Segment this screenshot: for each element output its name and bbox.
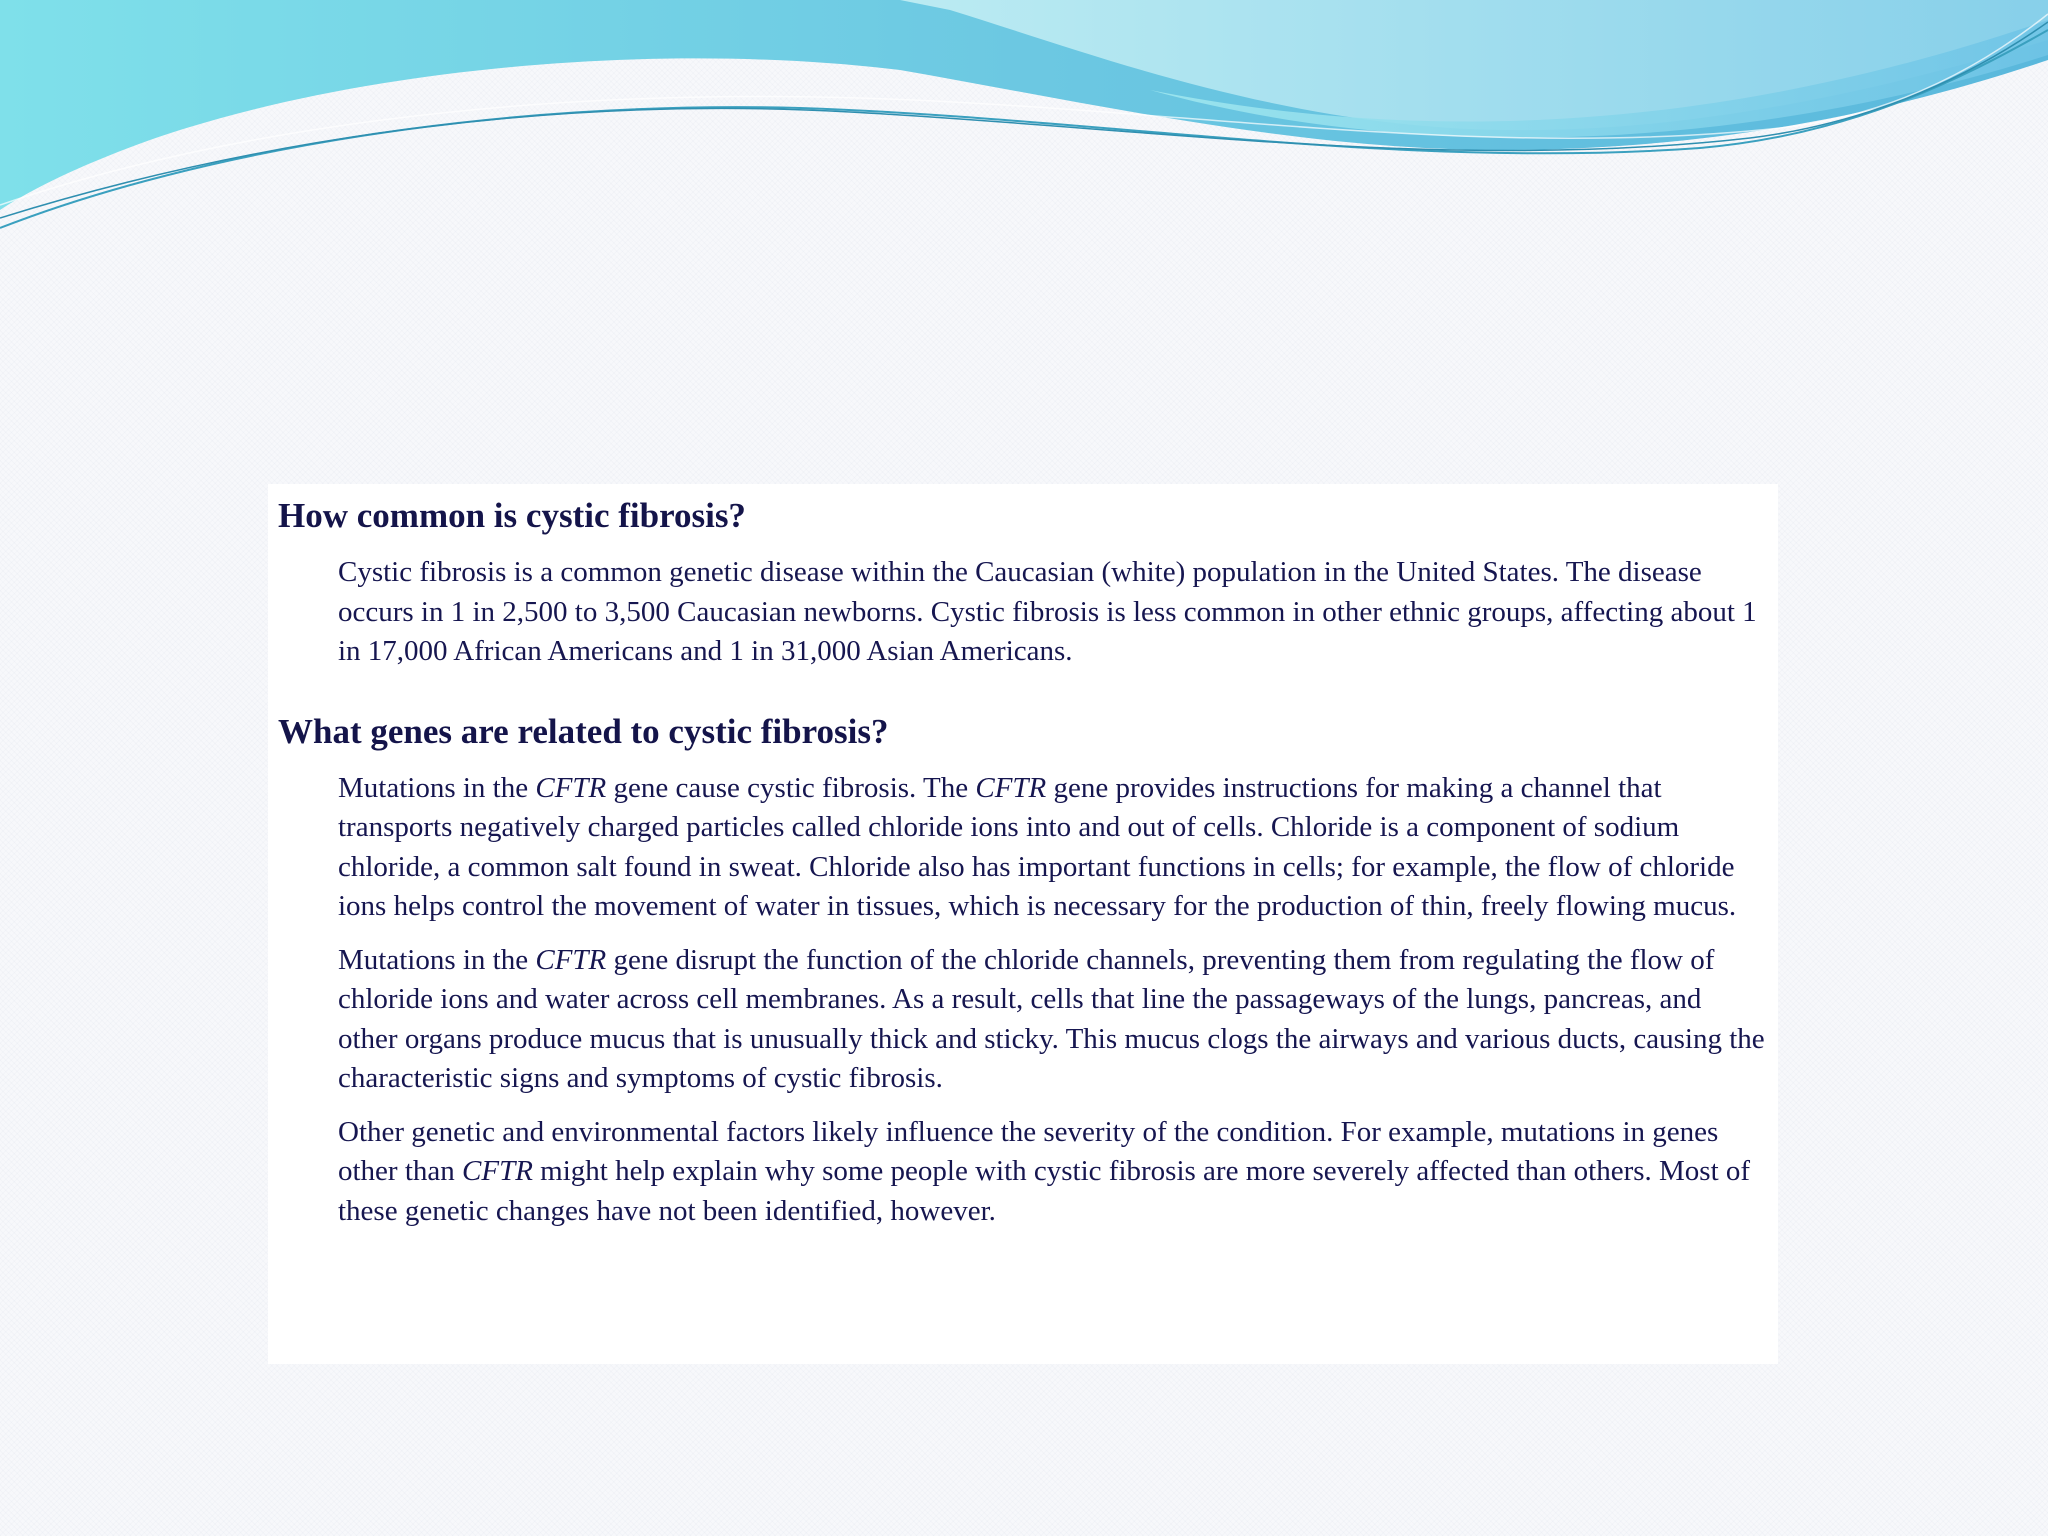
text-run: Mutations in the — [338, 943, 536, 976]
heading-genes-related: What genes are related to cystic fibrosis? — [278, 711, 889, 751]
paragraph-cftr-mutations — [338, 941, 1766, 1099]
text-run: might help explain why some people with cystic fibrosis are more severely affected than others. Most of these genetic changes have not been identified, however. — [338, 1155, 1751, 1227]
gene-name-cftr: CFTR — [535, 771, 607, 804]
document-panel — [268, 484, 1778, 1364]
decorative-wave-banner — [0, 0, 2048, 240]
text-run: Mutations in the — [338, 771, 536, 804]
paragraph-cftr-function — [338, 769, 1766, 927]
gene-name-cftr: CFTR — [462, 1155, 533, 1187]
paragraph-prevalence: Cystic fibrosis is a common genetic disease within the Caucasian (white) population in the United States. The disease occurs in 1 in 2,500 to 3,500 Caucasian newborns. Cystic fibrosis is less common in other ethnic groups, affecting about 1 in 17,000 African Americans and 1 in 31,000 Asian Americans. — [338, 556, 1757, 667]
text-run: gene provides instructions for making a channel that transports negatively charged particles called chloride ions into and out of cells. Chloride is a component of sodium chloride, a common salt found in sweat. Chloride also has important functions in cells; for example, the flow of chloride ions helps control the movement of water in tissues, which is necessary for the production of thin, freely flowing mucus. — [338, 771, 1737, 922]
text-run: Other genetic and environmental factors likely influence the severity of the condition. For example, mutations in genes other than — [338, 1115, 1719, 1187]
text-run: gene disrupt the function of the chloride channels, preventing them from regulating the flow of chloride ions and water across cell membranes. As a result, cells that line the passageways of the lungs, pancreas, and other organs produce mucus that is unusually thick and sticky. This mucus clogs the airways and various ducts, causing the characteristic signs and symptoms of cystic fibrosis. — [338, 943, 1765, 1094]
gene-name-cftr: CFTR — [975, 771, 1047, 804]
heading-how-common: How common is cystic fibrosis? — [278, 496, 746, 535]
paragraph-other-factors — [338, 1113, 1766, 1232]
gene-name-cftr: CFTR — [535, 943, 607, 976]
text-run: gene cause cystic fibrosis. The — [606, 771, 976, 804]
